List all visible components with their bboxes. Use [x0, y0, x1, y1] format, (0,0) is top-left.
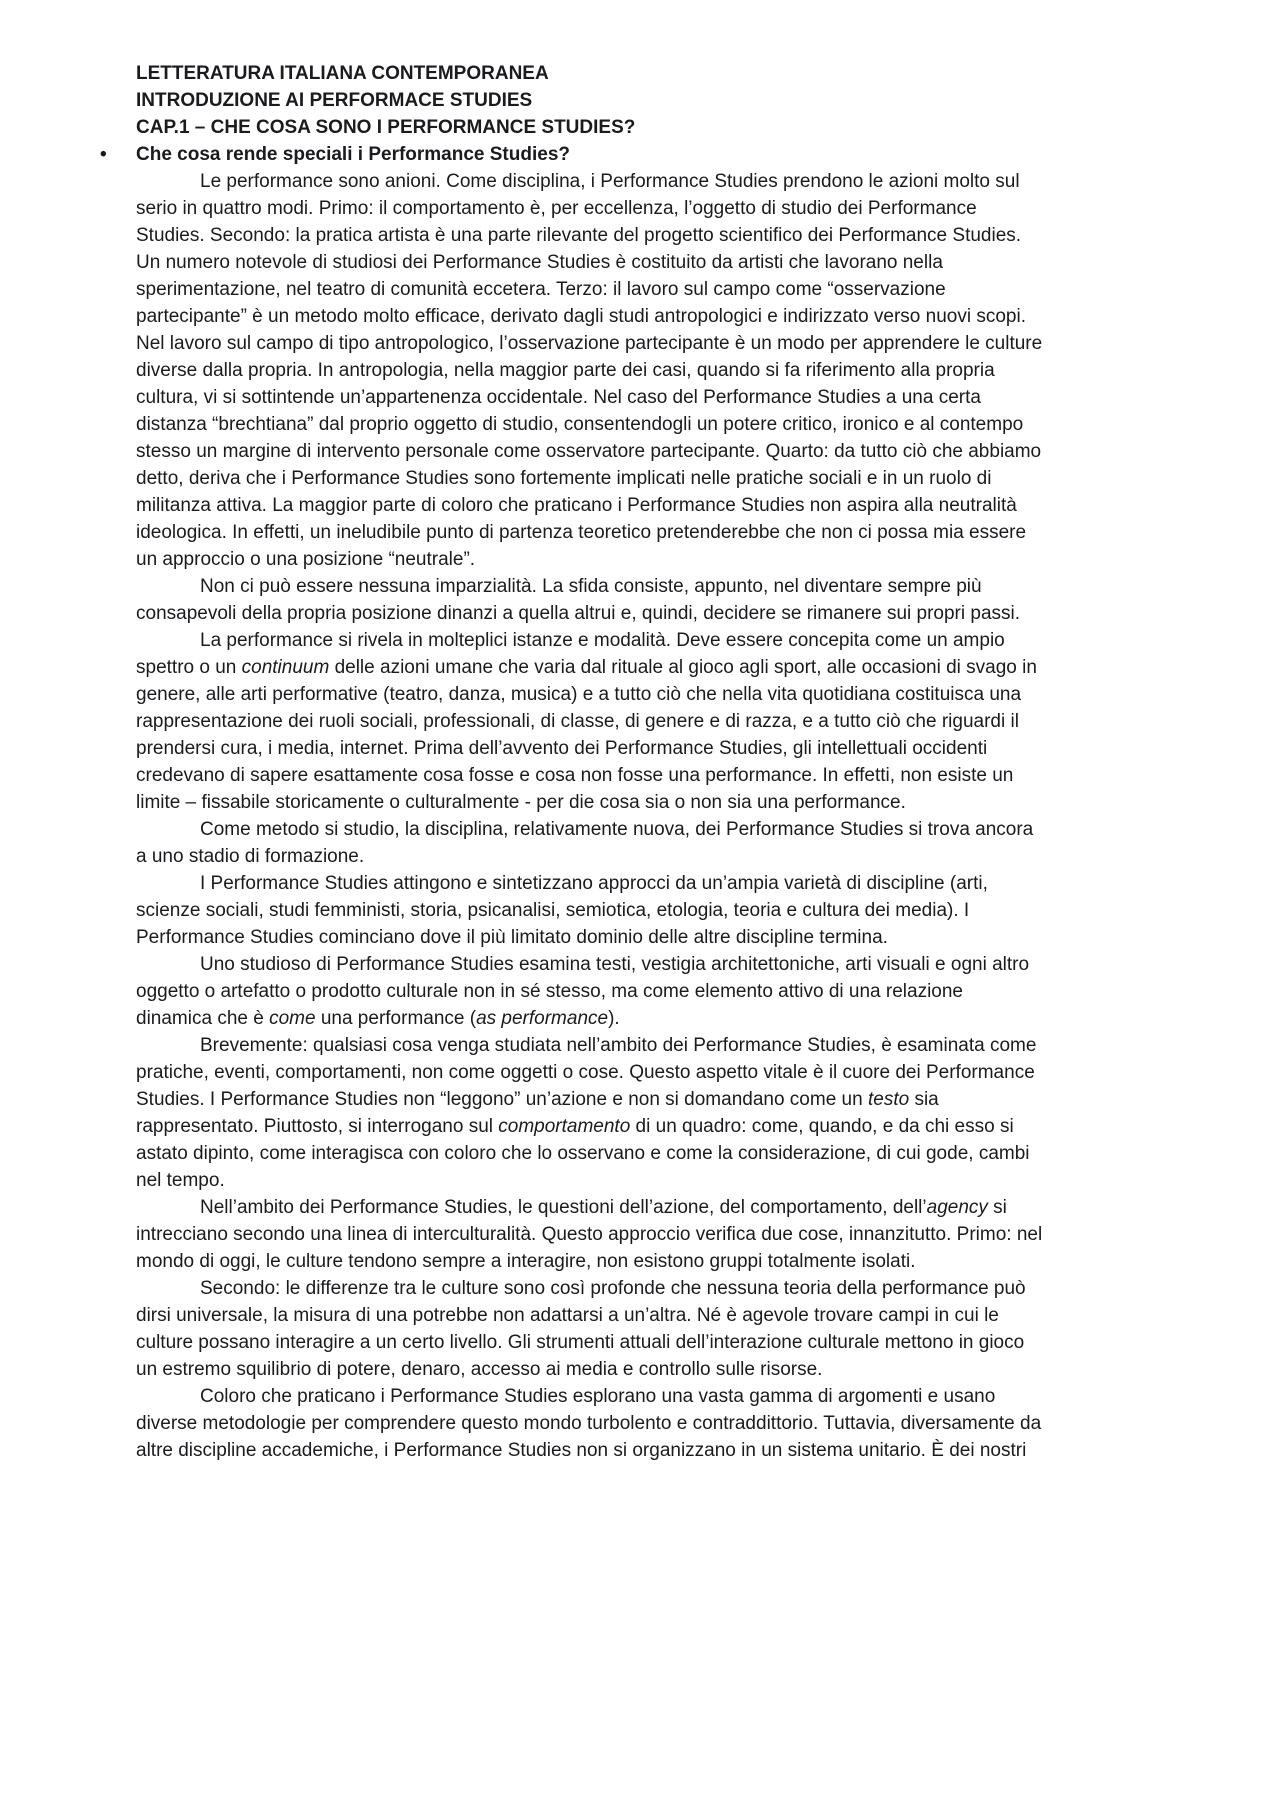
- paragraph-9: Secondo: le differenze tra le culture sono così profonde che nessuna teoria della performance può dirsi universale, la misura di una potrebbe non adattarsi a un’altra. Né è agevole trovare campi in cui le culture possano interagire a un certo livello. Gli strumenti attuali dell’interazione culturale mettono in gioco un estremo squilibrio di potere, denaro, accesso ai media e controllo sulle risorse.: [136, 1278, 1026, 1380]
- paragraph-5: I Performance Studies attingono e sintetizzano approcci da un’ampia varietà di discipline (arti, scienze sociali, studi femministi, storia, psicanalisi, semiotica, etologia, teoria e cultura dei media). I Performance Studies cominciano dove il più limitato dominio delle altre discipline termina.: [136, 873, 988, 948]
- bullet-icon: •: [100, 144, 107, 165]
- heading-course-title: LETTERATURA ITALIANA CONTEMPORANEA: [136, 63, 549, 84]
- bullet-question-label: Che cosa rende speciali i Performance Studies?: [136, 144, 570, 165]
- paragraph-8: Nell’ambito dei Performance Studies, le questioni dell’azione, del comportamento, dell’agency si intrecciano secondo una linea di interculturalità. Questo approccio verifica due cose, innanzitutto. Primo: nel mondo di oggi, le culture tendono sempre a interagire, non esistono gruppi totalmente isolati.: [136, 1197, 1043, 1272]
- paragraph-10: Coloro che praticano i Performance Studies esplorano una vasta gamma di argomenti e usano diverse metodologie per comprendere questo mondo turbolento e contraddittorio. Tuttavia, diversamente da altre discipline accademiche, i Performance Studies non si organizzano in un sistema unitario. È dei nostri: [136, 1386, 1042, 1461]
- paragraph-6: Uno studioso di Performance Studies esamina testi, vestigia architettoniche, arti visuali e ogni altro oggetto o artefatto o prodotto culturale non in sé stesso, ma come elemento attivo di una relazione dinamica che è come una performance (as performance).: [136, 954, 1030, 1029]
- paragraph-7: Brevemente: qualsiasi cosa venga studiata nell’ambito dei Performance Studies, è esaminata come pratiche, eventi, comportamenti, non come oggetti o cose. Questo aspetto vitale è il cuore dei Performance Studies. I Performance Studies non “leggono” un’azione e non si domandano come un testo sia rappresentato. Piuttosto, si interrogano sul comportamento di un quadro: come, quando, e da chi esso si astato dipinto, come interagisca con coloro che lo osservano e come la considerazione, di cui gode, cambi nel tempo.: [136, 1035, 1037, 1191]
- heading-chapter-title: CAP.1 – CHE COSA SONO I PERFORMANCE STUDIES?: [136, 117, 636, 138]
- paragraph-2: Non ci può essere nessuna imparzialità. La sfida consiste, appunto, nel diventare sempre più consapevoli della propria posizione dinanzi a quella altrui e, quindi, decidere se rimanere sui propri passi.: [136, 576, 1021, 624]
- paragraph-3: La performance si rivela in molteplici istanze e modalità. Deve essere concepita come un ampio spettro o un continuum delle azioni umane che varia dal rituale al gioco agli sport, alle occasioni di svago in genere, alle arti performative (teatro, danza, musica) e a tutto ciò che nella vita quotidiana costituisca una rappresentazione dei ruoli sociali, professionali, di classe, di genere e di razza, e a tutto ciò che riguardi il prendersi cura, i media, internet. Prima dell’avvento dei Performance Studies, gli intellettuali occidenti credevano di sapere esattamente cosa fosse e cosa non fosse una performance. In effetti, non esiste un limite – fissabile storicamente o culturalmente - per die cosa sia o non sia una performance.: [136, 630, 1037, 813]
- bullet-item: [100, 141, 1044, 168]
- heading-section-title: INTRODUZIONE AI PERFORMACE STUDIES: [136, 90, 533, 111]
- paragraph-4: Come metodo si studio, la disciplina, relativamente nuova, dei Performance Studies si trova ancora a uno stadio di formazione.: [136, 819, 1034, 867]
- paragraph-1: Le performance sono anioni. Come disciplina, i Performance Studies prendono le azioni molto sul serio in quattro modi. Primo: il comportamento è, per eccellenza, l’oggetto di studio dei Performance Studies. Secondo: la pratica artista è una parte rilevante del progetto scientifico dei Performance Studies. Un numero notevole di studiosi dei Performance Studies è costituito da artisti che lavorano nella sperimentazione, nel teatro di comunità eccetera. Terzo: il lavoro sul campo come “osservazione partecipante” è un metodo molto efficace, derivato dagli studi antropologici e indirizzato verso nuovi scopi. Nel lavoro sul campo di tipo antropologico, l’osservazione partecipante è un modo per apprendere le culture diverse dalla propria. In antropologia, nella maggior parte dei casi, quando si fa riferimento alla propria cultura, vi si sottintende un’appartenenza occidentale. Nel caso del Performance Studies a una certa distanza “brechtiana” dal proprio oggetto di studio, consentendogli un potere critico, ironico e al contempo stesso un margine di intervento personale come osservatore partecipante. Quarto: da tutto ciò che abbiamo detto, deriva che i Performance Studies sono fortemente implicati nelle pratiche sociali e in un ruolo di militanza attiva. La maggior parte di coloro che praticano i Performance Studies non aspira alla neutralità ideologica. In effetti, un ineludibile punto di partenza teoretico pretenderebbe che non ci possa mia essere un approccio o una posizione “neutrale”.: [136, 171, 1043, 570]
